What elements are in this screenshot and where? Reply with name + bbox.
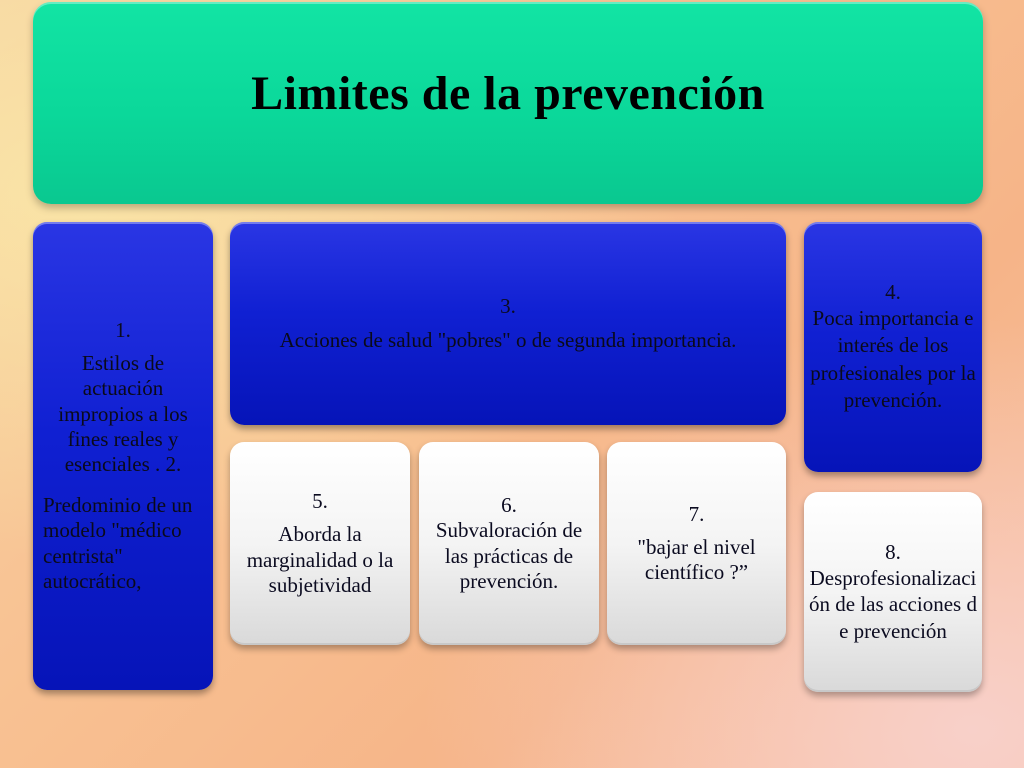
- limit-box-8: [804, 492, 982, 692]
- limit-5-text: Aborda la marginalidad o la subjetividad: [246, 522, 394, 597]
- limit-3-number: 3.: [500, 294, 516, 319]
- limit-1-text: Estilos de actuación impropios a los fines reales y esenciales . 2.: [58, 351, 188, 476]
- limit-5-number: 5.: [312, 489, 328, 514]
- limit-box-4: [804, 222, 982, 472]
- limit-box-1: [33, 222, 213, 690]
- limit-box-6: [419, 442, 599, 645]
- limit-1-number: 1.: [115, 318, 131, 343]
- page-title: Limites de la prevención: [251, 67, 765, 121]
- limit-6-number: 6.: [501, 493, 517, 518]
- limit-4-number: 4.: [885, 279, 901, 304]
- limit-box-5: [230, 442, 410, 645]
- limit-3-text: Acciones de salud "pobres" o de segunda importancia.: [279, 327, 737, 352]
- limit-4-text: Poca importancia e interés de los profesionales por la prevención.: [810, 306, 976, 412]
- limit-7-text: "bajar el nivel científico ?”: [637, 534, 756, 585]
- limit-6-text: Subvaloración de las prácticas de prevención.: [435, 518, 583, 593]
- limit-8-number: 8.: [885, 540, 901, 565]
- limit-8-text: Desprofesionalización de las acciones de prevención: [809, 566, 977, 643]
- limit-7-number: 7.: [688, 501, 705, 526]
- limit-box-3: [230, 222, 786, 425]
- limit-2-text: Predominio de un modelo "médico centrista" autocrático,: [43, 493, 193, 593]
- title-banner: [33, 2, 983, 204]
- limit-box-7: [607, 442, 786, 645]
